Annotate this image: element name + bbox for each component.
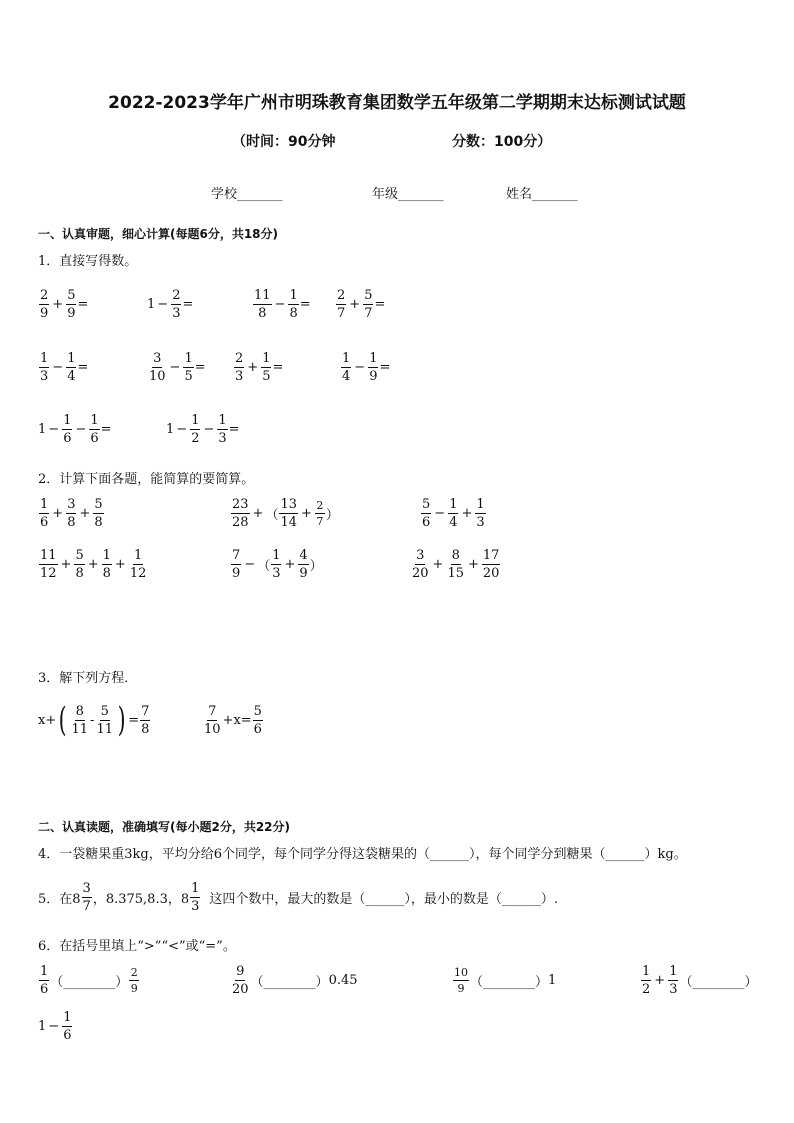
question-6-label: 6．在括号里填上“>”“<”或“=”。 <box>38 939 236 954</box>
q2-expr-2: $\frac{23}{28}$ + （ $\frac{13}{14}$ + $\frac{2}{7}$ ） <box>232 496 339 530</box>
section-1-heading: 一、认真审题，细心计算(每题6分，共18分) <box>38 227 279 241</box>
school-field: 学校_______ <box>211 187 283 202</box>
question-1-label: 1．直接写得数。 <box>38 254 138 269</box>
q6-compare-1: $\frac{1}{6}$ （________） $\frac{2}{9}$ <box>40 963 138 997</box>
q3-equation-1: x+ ( $\frac{8}{11}$ - $\frac{5}{11}$ ) = $\frac{7}{8}$ <box>38 700 150 740</box>
q1-expr-8: $\frac{1}{4}$ − $\frac{1}{9}$ = <box>342 350 391 384</box>
q2-expr-6: $\frac{3}{20}$ + $\frac{8}{15}$ + $\frac{17}{20}$ <box>412 547 500 581</box>
q1-expr-3: $\frac{11}{8}$ − $\frac{1}{8}$ = <box>254 287 311 321</box>
q1-expr-5: $\frac{1}{3}$ − $\frac{1}{4}$ = <box>40 350 89 384</box>
page-title: 2022-2023学年广州市明珠教育集团数学五年级第二学期期末达标测试试题 <box>108 93 686 113</box>
question-4: 4．一袋糖果重3kg，平均分给6个同学，每个同学分得这袋糖果的（______），每个同学分到糖果（______）kg。 <box>38 847 687 862</box>
exam-score: 分数：100分） <box>452 134 552 150</box>
q2-expr-5: $\frac{7}{9}$ − （ $\frac{1}{3}$ + $\frac{4}{9}$ ） <box>232 547 323 581</box>
q3-equation-2: $\frac{7}{10}$ +x= $\frac{5}{6}$ <box>204 703 262 737</box>
section-2-heading: 二、认真读题，准确填写(每小题2分，共22分) <box>38 820 291 834</box>
q6-compare-2: $\frac{9}{20}$ （________） 0.45 <box>232 963 358 997</box>
q1-expr-2: 1 − $\frac{2}{3}$ = <box>147 287 194 321</box>
answer-blank[interactable]: （________） <box>50 974 129 990</box>
grade-field: 年级_______ <box>372 187 444 202</box>
question-5: 5．在8 $\frac{3}{7}$ ，8.375,8.3，8 $\frac{1}{3}$ 这四个数中，最大的数是（______），最小的数是（______）. <box>38 880 559 914</box>
answer-blank[interactable]: （________） <box>679 974 758 990</box>
name-field: 姓名_______ <box>506 187 578 202</box>
q1-expr-4: $\frac{2}{7}$ + $\frac{5}{7}$ = <box>337 287 386 321</box>
q1-expr-6: $\frac{3}{10}$ − $\frac{1}{5}$ = <box>149 350 206 384</box>
q1-expr-10: 1 − $\frac{1}{2}$ − $\frac{1}{3}$ = <box>166 412 240 446</box>
q2-expr-3: $\frac{5}{6}$ − $\frac{1}{4}$ + $\frac{1}{3}$ <box>422 496 485 530</box>
q6-compare-4: $\frac{1}{2}$ + $\frac{1}{3}$ （________） <box>642 963 758 997</box>
exam-time: （时间：90分钟 <box>232 134 336 150</box>
q1-expr-1: $\frac{2}{9}$ + $\frac{5}{9}$ = <box>40 287 89 321</box>
question-3-label: 3．解下列方程． <box>38 671 138 686</box>
q1-expr-9: 1 − $\frac{1}{6}$ − $\frac{1}{6}$ = <box>38 412 112 446</box>
q6-compare-4-right: 1 − $\frac{1}{6}$ <box>38 1009 72 1043</box>
q2-expr-4: $\frac{11}{12}$ + $\frac{5}{8}$ + $\frac{1}{8}$ + $\frac{1}{12}$ <box>40 547 147 581</box>
q2-expr-1: $\frac{1}{6}$ + $\frac{3}{8}$ + $\frac{5}{8}$ <box>40 496 103 530</box>
q6-compare-3: $\frac{10}{9}$ （________） 1 <box>454 965 557 995</box>
q1-expr-7: $\frac{2}{3}$ + $\frac{1}{5}$ = <box>235 350 284 384</box>
question-2-label: 2．计算下面各题，能简算的要简算。 <box>38 472 255 487</box>
answer-blank[interactable]: （________） <box>250 974 329 990</box>
answer-blank[interactable]: （________） <box>470 974 549 990</box>
